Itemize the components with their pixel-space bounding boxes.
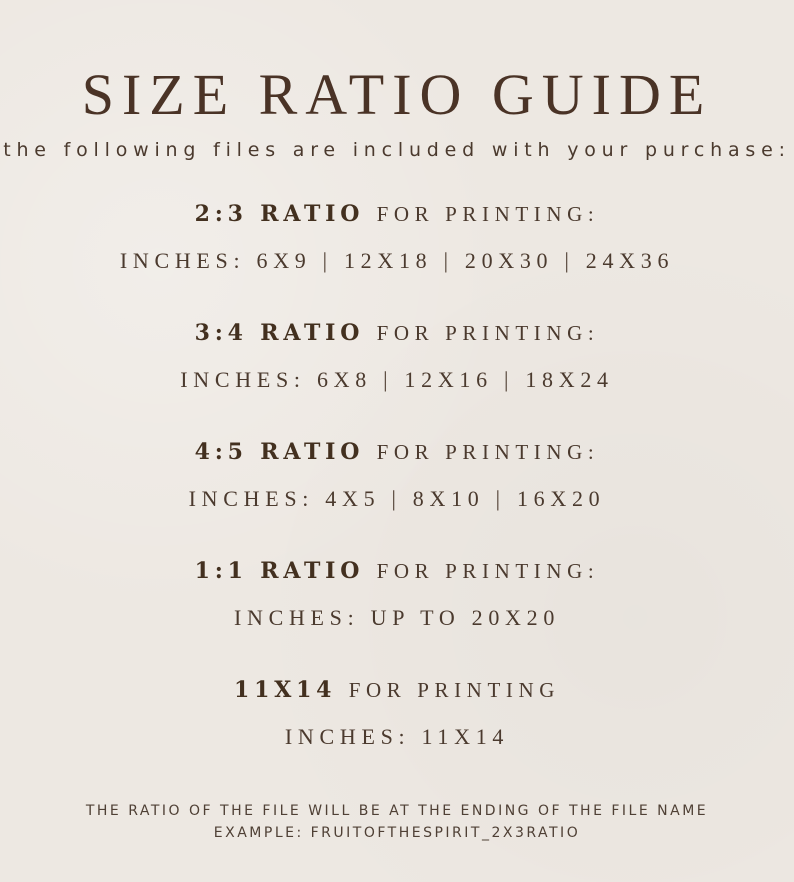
printing-label: FOR PRINTING — [348, 678, 561, 702]
size-list: INCHES: UP TO 20X20 — [233, 605, 561, 630]
section-heading — [0, 203, 794, 226]
ratio-label: 11X14 — [233, 677, 337, 703]
ratio-section-4x5 — [0, 441, 794, 510]
printing-label: FOR PRINTING: — [376, 440, 600, 464]
printing-label: FOR PRINTING: — [376, 321, 600, 345]
size-list: INCHES: 4X5 | 8X10 | 16X20 — [188, 486, 606, 511]
ratio-section-2x3 — [0, 203, 794, 272]
printing-label: FOR PRINTING: — [376, 202, 600, 226]
page-subtitle: the following files are included with your purchase: — [3, 139, 791, 161]
size-list: INCHES: 6X9 | 12X18 | 20X30 | 24X36 — [119, 248, 675, 273]
section-heading — [0, 560, 794, 583]
page-title: SIZE RATIO GUIDE — [81, 62, 713, 127]
size-list: INCHES: 6X8 | 12X16 | 18X24 — [180, 367, 614, 392]
footer-note: THE RATIO OF THE FILE WILL BE AT THE ENDING OF THE FILE NAME — [85, 803, 709, 819]
ratio-label: 2:3 RATIO — [194, 201, 365, 227]
ratio-section-1x1 — [0, 560, 794, 629]
size-list: INCHES: 11X14 — [284, 724, 510, 749]
footer-example: EXAMPLE: FRUITOFTHESPIRIT_2X3RATIO — [213, 825, 581, 841]
section-heading — [0, 679, 794, 702]
section-heading — [0, 441, 794, 464]
printing-label: FOR PRINTING: — [376, 559, 600, 583]
ratio-label: 1:1 RATIO — [194, 558, 365, 584]
ratio-label: 3:4 RATIO — [194, 320, 365, 346]
section-heading — [0, 322, 794, 345]
ratio-label: 4:5 RATIO — [194, 439, 365, 465]
ratio-section-11x14 — [0, 679, 794, 748]
ratio-section-3x4 — [0, 322, 794, 391]
